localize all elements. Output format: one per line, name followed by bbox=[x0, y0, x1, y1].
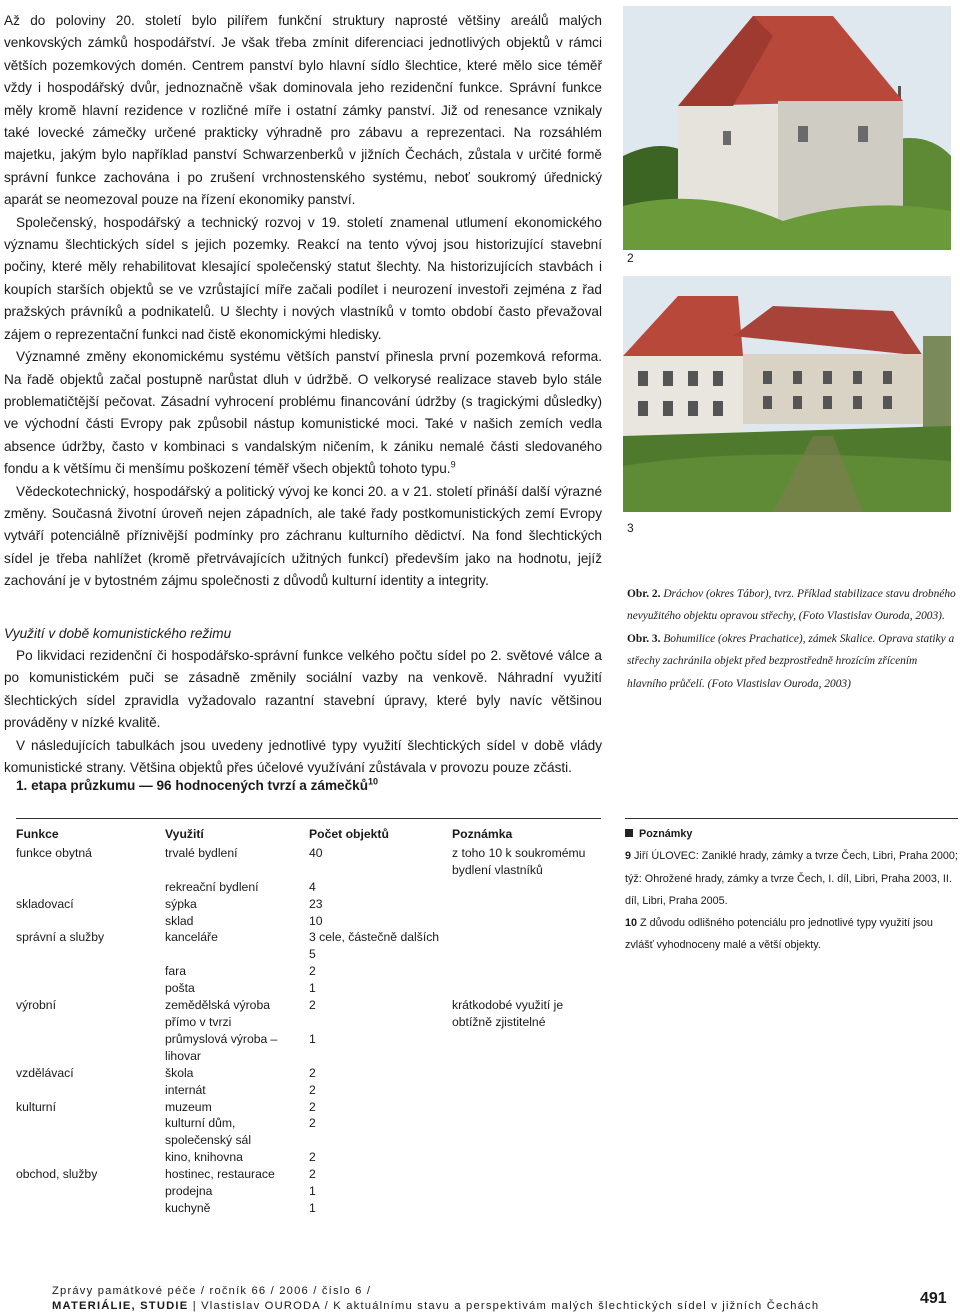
table-cell: 4 bbox=[309, 879, 316, 894]
column-header: Využití bbox=[165, 827, 204, 841]
notes-heading-text: Poznámky bbox=[639, 828, 693, 840]
page-number: 491 bbox=[920, 1290, 947, 1307]
table-cell bbox=[448, 1200, 606, 1217]
paragraph: V následujících tabulkách jsou uvedeny jednotlivé typy využití šlechtických sídel v době vlády komunistické strany. Většina objektů přes účelové využívání zůstávala v provozu pouze zčásti. bbox=[4, 737, 602, 775]
footer-author-title: Vlastislav OURODA / K aktuálnímu stavu a perspektivám malých šlechtických sídel v jižních Čechách bbox=[201, 1299, 820, 1312]
table-title-text: 1. etapa průzkumu — 96 hodnocených tvrzí a zámečků bbox=[16, 778, 369, 793]
caption-label: Obr. 3. bbox=[627, 632, 661, 645]
note-number: 10 bbox=[625, 917, 638, 930]
table-row bbox=[12, 1115, 606, 1149]
note-item bbox=[625, 845, 958, 912]
table-cell bbox=[12, 980, 161, 997]
table-cell: sklad bbox=[165, 913, 194, 928]
table-cell bbox=[448, 879, 606, 896]
caption-text: Bohumilice (okres Prachatice), zámek Skalice. Oprava statiky a střechy zachránila objekt před bezprostředně hrozícím zřícením hlavního průčelí. (Foto Vlastislav Ouroda, 2003) bbox=[627, 632, 955, 690]
table-cell: krátkodobé využití je obtížně zjistitelné bbox=[452, 998, 564, 1029]
table-header-row bbox=[12, 824, 606, 845]
table-cell bbox=[448, 1183, 606, 1200]
table-cell: 2 bbox=[309, 998, 316, 1013]
paragraph: Vědeckotechnický, hospodářský a politický vývoj ke konci 20. a v 21. století přináší další výrazné změny. Současná životní úroveň nejen západních, ale také řady postkomunistických zemí Evropy vytváří potenciálně příznivější podmínky pro záchranu kulturního dědictví. Na fond šlechtických sídel je třeba nahlížet (kromě přetrvávajících užitných funkcí) především jako na hodnotu, jejíž zachování je v bytostném zájmu společnosti z důvodů kulturní identity a integrity. bbox=[4, 483, 602, 589]
table-cell bbox=[448, 1166, 606, 1183]
table-cell: sýpka bbox=[165, 896, 197, 911]
table-row bbox=[12, 1149, 606, 1166]
footer-journal: Zprávy památkové péče / ročník 66 / 2006 / číslo 6 / bbox=[52, 1285, 372, 1297]
paragraph-text: Významné změny ekonomickému systému větších panství přinesla první pozemková reforma. Na řadě objektů začal postupně narůstat dluh v údržbě. O velkorysé realizace staveb bylo stále problematičtější pečovat. Zásadní vyhrocení problému financování údržby (s tragickými důsledky) ve východní části Evropy pak způsobil nástup komunistické moci. Také v našich zemích vedla absence údržby, často v kombinaci s vandalským ničením, k zániku nemalé části sledovaného fondu a k většímu či menšímu poškození téměř všech objektů tohoto typu. bbox=[4, 349, 602, 477]
table-row bbox=[12, 963, 606, 980]
figure-number: 3 bbox=[627, 521, 634, 535]
table-row bbox=[12, 1082, 606, 1099]
survey-table bbox=[12, 824, 606, 1217]
caption-text: Dráchov (okres Tábor), tvrz. Příklad stabilizace stavu drobného nevyužitého objektu opravou střechy, (Foto Vlastislav Ouroda, 2003). bbox=[627, 588, 956, 623]
table-row bbox=[12, 1183, 606, 1200]
table-cell: 2 bbox=[309, 1116, 316, 1131]
table-cell: zemědělská výroba přímo v tvrzi bbox=[165, 998, 270, 1029]
table-cell: 1 bbox=[309, 1184, 316, 1199]
paragraph: Po likvidaci rezidenční či hospodářsko-správní funkce velkého počtu sídel po 2. světové válce a po komunistickém puči se zásadně změnily sociální vazby na venkově. Náhradní využití šlechtických sídel zpravidla vyžadovalo razantní stavební úpravy, které byly navíc většinou prováděny v nízké kvalitě. bbox=[4, 647, 602, 731]
table-cell: 2 bbox=[309, 1150, 316, 1165]
table-cell: správní a služby bbox=[16, 930, 105, 945]
notes bbox=[625, 818, 958, 957]
table-cell bbox=[12, 879, 161, 896]
photo-fig-3-chateau bbox=[623, 276, 951, 512]
table-row bbox=[12, 1200, 606, 1217]
table-cell: kulturní dům, společenský sál bbox=[165, 1116, 252, 1148]
table-cell bbox=[448, 1115, 606, 1149]
note-item bbox=[625, 912, 958, 957]
table-cell: hostinec, restaurace bbox=[165, 1167, 275, 1182]
footer-divider: | bbox=[192, 1299, 197, 1312]
table-cell: skladovací bbox=[16, 896, 74, 911]
table-cell bbox=[448, 1099, 606, 1116]
table-cell: průmyslová výroba – lihovar bbox=[165, 1031, 278, 1063]
table-cell: 2 bbox=[309, 1082, 316, 1097]
table-title bbox=[16, 778, 378, 793]
table-cell: škola bbox=[165, 1065, 194, 1080]
caption bbox=[627, 583, 959, 628]
column-header: Funkce bbox=[16, 827, 59, 841]
table-row bbox=[12, 879, 606, 896]
table-cell: rekreační bydlení bbox=[165, 879, 259, 894]
table-cell bbox=[12, 1082, 161, 1099]
table-cell: 2 bbox=[309, 964, 316, 979]
notes-rule bbox=[625, 818, 958, 819]
table-cell bbox=[448, 896, 606, 913]
table-row bbox=[12, 913, 606, 930]
table-row bbox=[12, 845, 606, 879]
table-cell bbox=[448, 929, 606, 963]
table-cell bbox=[12, 963, 161, 980]
table-cell: výrobní bbox=[16, 998, 56, 1013]
table-cell: kulturní bbox=[16, 1099, 56, 1114]
table-row bbox=[12, 1166, 606, 1183]
column-header: Počet objektů bbox=[309, 827, 389, 841]
table-cell: funkce obytná bbox=[16, 845, 92, 860]
table-cell: muzeum bbox=[165, 1099, 212, 1114]
table-cell bbox=[12, 1200, 161, 1217]
table-cell bbox=[448, 913, 606, 930]
table-cell: prodejna bbox=[165, 1184, 213, 1199]
table-cell: 40 bbox=[309, 845, 323, 860]
footnote-ref[interactable]: 9 bbox=[450, 459, 456, 470]
footer-section: MATERIÁLIE, STUDIE bbox=[52, 1299, 189, 1312]
table-cell: kino, knihovna bbox=[165, 1150, 243, 1165]
table-cell bbox=[12, 1149, 161, 1166]
table-cell: 10 bbox=[309, 913, 323, 928]
caption bbox=[627, 628, 959, 695]
table-cell: 1 bbox=[309, 981, 316, 996]
table-cell: 1 bbox=[309, 1200, 316, 1215]
note-text: Jiří ÚLOVEC: Zaniklé hrady, zámky a tvrze Čech, Libri, Praha 2000; týž: Ohrožené hrady, zámky a tvrze Čech, I. díl, Libri, Praha 2003, II. díl, Libri, Praha 2005. bbox=[625, 850, 958, 907]
main-text-column bbox=[4, 10, 602, 779]
notes-heading bbox=[625, 823, 958, 845]
table-cell bbox=[448, 963, 606, 980]
table-cell: internát bbox=[165, 1082, 206, 1097]
table-row bbox=[12, 1099, 606, 1116]
table-row bbox=[12, 1031, 606, 1065]
table-cell bbox=[448, 980, 606, 997]
table-row bbox=[12, 929, 606, 963]
table-cell: vzdělávací bbox=[16, 1065, 74, 1080]
table-cell: kanceláře bbox=[165, 930, 218, 945]
table-row bbox=[12, 896, 606, 913]
table-cell bbox=[12, 1031, 161, 1065]
table-cell: trvalé bydlení bbox=[165, 845, 238, 860]
table-cell bbox=[448, 1149, 606, 1166]
column-header: Poznámka bbox=[452, 827, 513, 841]
table-row bbox=[12, 1065, 606, 1082]
table-rule bbox=[16, 818, 601, 819]
table-cell: pošta bbox=[165, 981, 195, 996]
figure-number: 2 bbox=[627, 251, 634, 265]
table-row bbox=[12, 980, 606, 997]
table-cell bbox=[12, 1183, 161, 1200]
paragraph bbox=[4, 346, 602, 480]
table-cell: 2 bbox=[309, 1065, 316, 1080]
footer-article bbox=[52, 1299, 819, 1314]
page-footer bbox=[52, 1284, 819, 1313]
table-cell: obchod, služby bbox=[16, 1167, 98, 1182]
table-cell: 1 bbox=[309, 1031, 316, 1046]
figure-captions bbox=[627, 583, 959, 695]
table-cell: z toho 10 k soukromému bydlení vlastníků bbox=[452, 845, 586, 877]
table-cell: 2 bbox=[309, 1099, 316, 1114]
table-cell: 3 cele, částečně dalších 5 bbox=[309, 930, 440, 962]
section-heading: Využití v době komunistického režimu bbox=[4, 625, 232, 641]
table-cell: 23 bbox=[309, 896, 323, 911]
table-cell bbox=[12, 1115, 161, 1149]
square-bullet-icon bbox=[625, 829, 633, 837]
table-cell bbox=[12, 913, 161, 930]
table-cell: 2 bbox=[309, 1167, 316, 1182]
table-cell: fara bbox=[165, 964, 187, 979]
footnote-ref[interactable]: 10 bbox=[368, 776, 379, 787]
note-number: 9 bbox=[625, 850, 632, 863]
table-cell: kuchyně bbox=[165, 1200, 211, 1215]
caption-label: Obr. 2. bbox=[627, 588, 661, 600]
photo-fig-2-tower bbox=[623, 6, 951, 250]
table-cell bbox=[448, 1031, 606, 1065]
paragraph: Až do poloviny 20. století bylo pilířem funkční struktury naprosté většiny areálů malých venkovských zámků hospodářství. Je však třeba zmínit diferenciaci jednotlivých objektů v rámci větších pozemkových domén. Centrem panství bylo hlavní sídlo šlechtice, které mělo sice téměř vždy i hospodářský dvůr, jednoznačně však dominovala jeho rezidenční funkce. Správní funkce měly kromě hlavní rezidence v rozličné míře i ostatní zámky panství. Již od renesance vznikaly také lovecké zámečky určené prakticky výhradně pro zábavu a reprezentaci. Na rozsáhlém majetku, jakým bylo například panství Schwarzenberků v jižních Čechách, zůstala v určité formě správní funkce zachována i po zrušení vrchnostenského systému, neboť soukromý úřednický aparát se neomezoval pouze na řízení ekonomiky panství. bbox=[4, 13, 602, 208]
note-text: Z důvodu odlišného potenciálu pro jednotlivé typy využití jsou zvlášť vyhodnoceny malé a větší objekty. bbox=[625, 917, 933, 952]
paragraph: Společenský, hospodářský a technický rozvoj v 19. století znamenal utlumení ekonomického významu šlechtických sídel s jejich pozemky. Reakcí na tento vývoj jsou historizující stavební počiny, které měly rehabilitovat klesající společenský statut šlechty. Na historizujících stavbách i koupích starších objektů se ve vzrůstající míře začali podílet i neurození investoři zejména z řad pražských právníků a podnikatelů. U šlechty i nových vlastníků v tomto období často převažoval zájem o reprezentační funkci nad čistě ekonomickými hledisky. bbox=[4, 214, 602, 342]
table-cell bbox=[448, 1065, 606, 1082]
table-row bbox=[12, 997, 606, 1031]
table-cell bbox=[448, 1082, 606, 1099]
